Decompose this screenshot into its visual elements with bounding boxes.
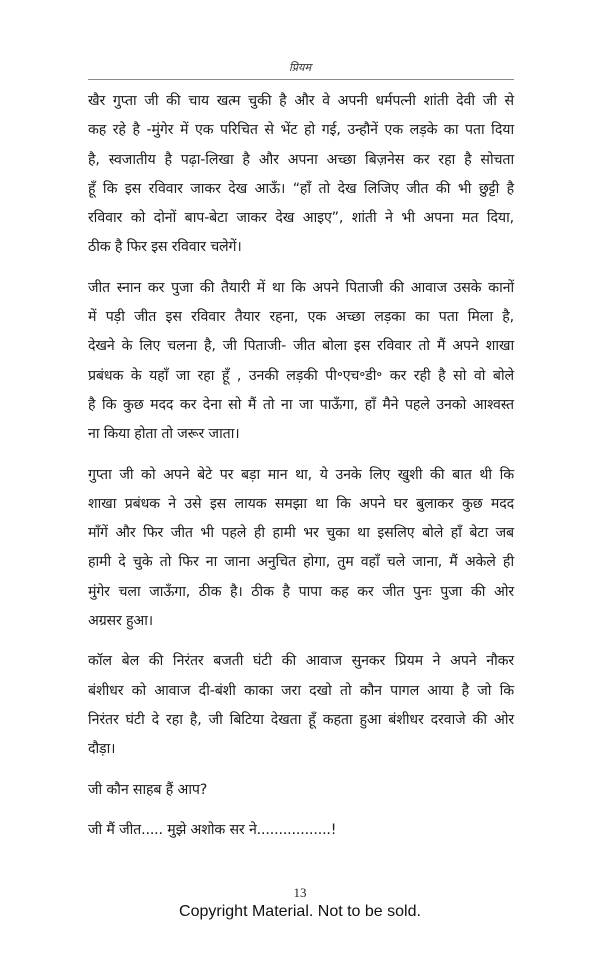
paragraph <box>88 816 514 845</box>
text-line: दौड़ा। <box>88 741 116 758</box>
text-line: मुंगेर चला जाऊँगा, ठीक है। ठीक है पापा कह कर जीत पुनः पुजा की ओर <box>88 583 514 600</box>
text-line: है कि कुछ मदद कर देना सो मैं तो ना जा पाऊँगा, हाँ मैने पहले उनको आश्वस्त <box>88 396 514 413</box>
text-line: खैर गुप्ता जी की चाय खत्म चुकी है और वे अपनी धर्मपत्नी शांती देवी जी से <box>88 93 514 109</box>
text-line: बंशीधर को आवाज दी-बंशी काका जरा दखो तो कौन पागल आया है जो कि <box>88 682 514 699</box>
text-line: जी मैं जीत..... मुझे अशोक सर ने.................! <box>88 821 337 838</box>
text-line: हामी दे चुके तो फिर ना जाना अनुचित होगा, तुम वहाँ चले जाना, मैं अकेले ही <box>88 554 514 571</box>
text-line: माँगें और फिर जीत भी पहले ही हामी भर चुका था इसलिए बोले हाँ बेटा जब <box>88 525 514 542</box>
text-line: जी कौन साहब हैं आप? <box>88 781 208 798</box>
paragraph <box>88 274 514 450</box>
text-line: शाखा प्रबंधक ने उसे इस लायक समझा था कि अपने घर बुलाकर कुछ मदद <box>88 495 514 512</box>
text-line: ठीक है फिर इस रविवार चलेगें। <box>88 239 242 256</box>
paragraph <box>88 87 514 263</box>
text-line: कॉल बेल की निरंतर बजती घंटी की आवाज सुनकर प्रियम ने अपने नौकर <box>88 653 514 670</box>
running-header-title: प्रियम <box>288 61 312 74</box>
text-line: ना किया होता तो जरूर जाता। <box>88 426 240 443</box>
text-line: अग्रसर हुआ। <box>88 613 153 630</box>
text-line: प्रबंधक के यहाँ जा रहा हूँ , उनकी लड़की पी॰एच॰डी॰ कर रही है सो वो बोले <box>88 367 514 384</box>
header-rule <box>88 79 514 80</box>
text-line: हूँ कि इस रविवार जाकर देख आऊँ। “हाँ तो देख लिजिए जीत की भी छुट्टी है <box>88 180 514 197</box>
text-line: जीत स्नान कर पुजा की तैयारी में था कि अपने पिताजी की आवाज उसके कानों <box>88 279 514 296</box>
text-line: है, स्वजातीय है पढ़ा-लिखा है और अपना अच्छा बिज़नेस कर रहा है सोचता <box>88 151 514 168</box>
text-line: कह रहे है -मुंगेर में एक परिचित से भेंट हो गई, उन्हौनें एक लड़के का पता दिया <box>88 122 514 139</box>
text-line: निरंतर घंटी दे रहा है, जी बिटिया देखता हूँ कहता हुआ बंशीधर दरवाजे की ओर <box>88 711 514 728</box>
paragraph <box>88 647 514 764</box>
text-line: देखने के लिए चलना है, जी पिताजी- जीत बोला इस रविवार तो मैं अपने शाखा <box>88 338 514 355</box>
paragraph <box>88 776 514 805</box>
copyright-notice: Copyright Material. Not to be sold. <box>179 903 421 920</box>
page-number: 13 <box>293 885 307 900</box>
text-line: रविवार को दोनों बाप-बेटा जाकर देख आइए”, शांती ने भी अपना मत दिया, <box>88 210 514 227</box>
page-body <box>88 87 514 856</box>
text-line: गुप्ता जी को अपने बेटे पर बड़ा मान था, ये उनके लिए खुशी की बात थी कि <box>88 466 514 483</box>
text-line: में पड़ी जीत इस रविवार तैयार रहना, एक अच्छा लड़का का पता मिला है, <box>88 309 514 326</box>
paragraph <box>88 461 514 637</box>
